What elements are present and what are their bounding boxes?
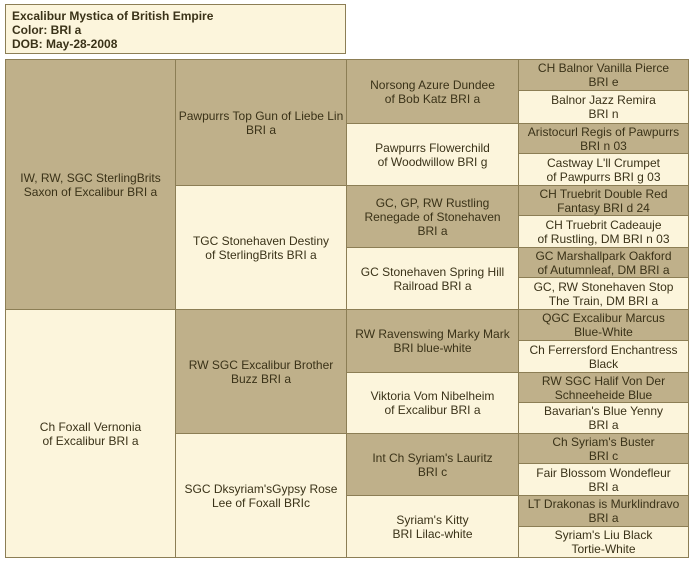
gggp-2 bbox=[518, 90, 689, 124]
sire-name: IW, RW, SGC SterlingBrits Saxon of Excalibur BRI a bbox=[20, 170, 161, 199]
paternal-grandsire bbox=[175, 59, 347, 186]
cat-name: Excalibur Mystica of British Empire bbox=[12, 9, 214, 23]
ggp-2-name: Pawpurrs Flowerchild of Woodwillow BRI g bbox=[375, 140, 490, 169]
ggp-3-name: GC, GP, RW Rustling Renegade of Stonehaven BRI a bbox=[364, 195, 501, 238]
ggp-1 bbox=[346, 59, 519, 124]
gggp-5 bbox=[518, 185, 689, 216]
maternal-granddam-name: SGC Dksyriam'sGypsy Rose Lee of Foxall BRIc bbox=[184, 481, 338, 510]
gggp-6 bbox=[518, 215, 689, 248]
gggp-14-name: Fair Blossom Wondefleur BRI a bbox=[536, 465, 671, 494]
ggp-6 bbox=[346, 372, 519, 434]
gggp-14 bbox=[518, 463, 689, 496]
gggp-8 bbox=[518, 277, 689, 310]
gggp-7-name: GC Marshallpark Oakford of Autumnleaf, DM BRI a bbox=[535, 248, 672, 277]
gggp-6-name: CH Truebrit Cadeauje of Rustling, DM BRI n 03 bbox=[537, 217, 670, 246]
gggp-13-name: Ch Syriam's Buster BRI c bbox=[552, 434, 655, 463]
gggp-1-name: CH Balnor Vanilla Pierce BRI e bbox=[537, 61, 670, 89]
ggp-5-name: RW Ravenswing Marky Mark BRI blue-white bbox=[355, 327, 510, 355]
gggp-8-name: GC, RW Stonehaven Stop The Train, DM BRI a bbox=[533, 279, 674, 308]
gggp-3-name: Aristocurl Regis of Pawpurrs BRI n 03 bbox=[527, 124, 680, 153]
gggp-4-name: Castway L'll Crumpet of Pawpurrs BRI g 03 bbox=[546, 155, 661, 184]
gggp-15 bbox=[518, 495, 689, 527]
gggp-12 bbox=[518, 402, 689, 434]
ggp-8-name: Syriam's Kitty BRI Lilac-white bbox=[392, 512, 473, 541]
paternal-granddam-name: TGC Stonehaven Destiny of SterlingBrits BRI a bbox=[192, 233, 330, 262]
ggp-5 bbox=[346, 309, 519, 373]
ggp-4-name: GC Stonehaven Spring Hill Railroad BRI a bbox=[360, 264, 505, 293]
ggp-1-name: Norsong Azure Dundee of Bob Katz BRI a bbox=[370, 77, 495, 106]
cat-color: Color: BRI a bbox=[12, 23, 82, 37]
ggp-7-name: Int Ch Syriam's Lauritz BRI c bbox=[372, 450, 493, 479]
paternal-grandsire-name: Pawpurrs Top Gun of Liebe Lin BRI a bbox=[178, 108, 344, 137]
gggp-10-name: Ch Ferrersford Enchantress Black bbox=[529, 342, 678, 371]
ggp-2 bbox=[346, 123, 519, 186]
ggp-4 bbox=[346, 247, 519, 310]
gggp-9 bbox=[518, 309, 689, 341]
gggp-16-name: Syriam's Liu Black Tortie-White bbox=[554, 528, 653, 556]
ggp-3 bbox=[346, 185, 519, 248]
gggp-7 bbox=[518, 247, 689, 278]
gggp-9-name: QGC Excalibur Marcus Blue-White bbox=[542, 311, 665, 339]
gggp-4 bbox=[518, 153, 689, 186]
gggp-1 bbox=[518, 59, 689, 91]
gggp-3 bbox=[518, 123, 689, 154]
ggp-8 bbox=[346, 495, 519, 558]
dam-name: Ch Foxall Vernonia of Excalibur BRI a bbox=[39, 419, 142, 448]
gggp-2-name: Balnor Jazz Remira BRI n bbox=[551, 93, 656, 121]
paternal-granddam bbox=[175, 185, 347, 310]
maternal-grandsire-name: RW SGC Excalibur Brother Buzz BRI a bbox=[188, 357, 334, 386]
ggp-7 bbox=[346, 433, 519, 496]
cat-dob: DOB: May-28-2008 bbox=[12, 37, 118, 51]
maternal-granddam bbox=[175, 433, 347, 558]
ggp-6-name: Viktoria Vom Nibelheim of Excalibur BRI a bbox=[370, 389, 495, 417]
pedigree-header bbox=[5, 4, 346, 54]
gggp-5-name: CH Truebrit Double Red Fantasy BRI d 24 bbox=[539, 186, 668, 215]
gggp-15-name: LT Drakonas is Murklindravo BRI a bbox=[527, 497, 680, 525]
gggp-11 bbox=[518, 372, 689, 403]
sire bbox=[5, 59, 176, 310]
gggp-12-name: Bavarian's Blue Yenny BRI a bbox=[543, 404, 664, 432]
maternal-grandsire bbox=[175, 309, 347, 434]
gggp-16 bbox=[518, 526, 689, 558]
gggp-10 bbox=[518, 340, 689, 373]
gggp-11-name: RW SGC Halif Von Der Schneeheide Blue bbox=[541, 373, 666, 402]
gggp-13 bbox=[518, 433, 689, 464]
dam bbox=[5, 309, 176, 558]
